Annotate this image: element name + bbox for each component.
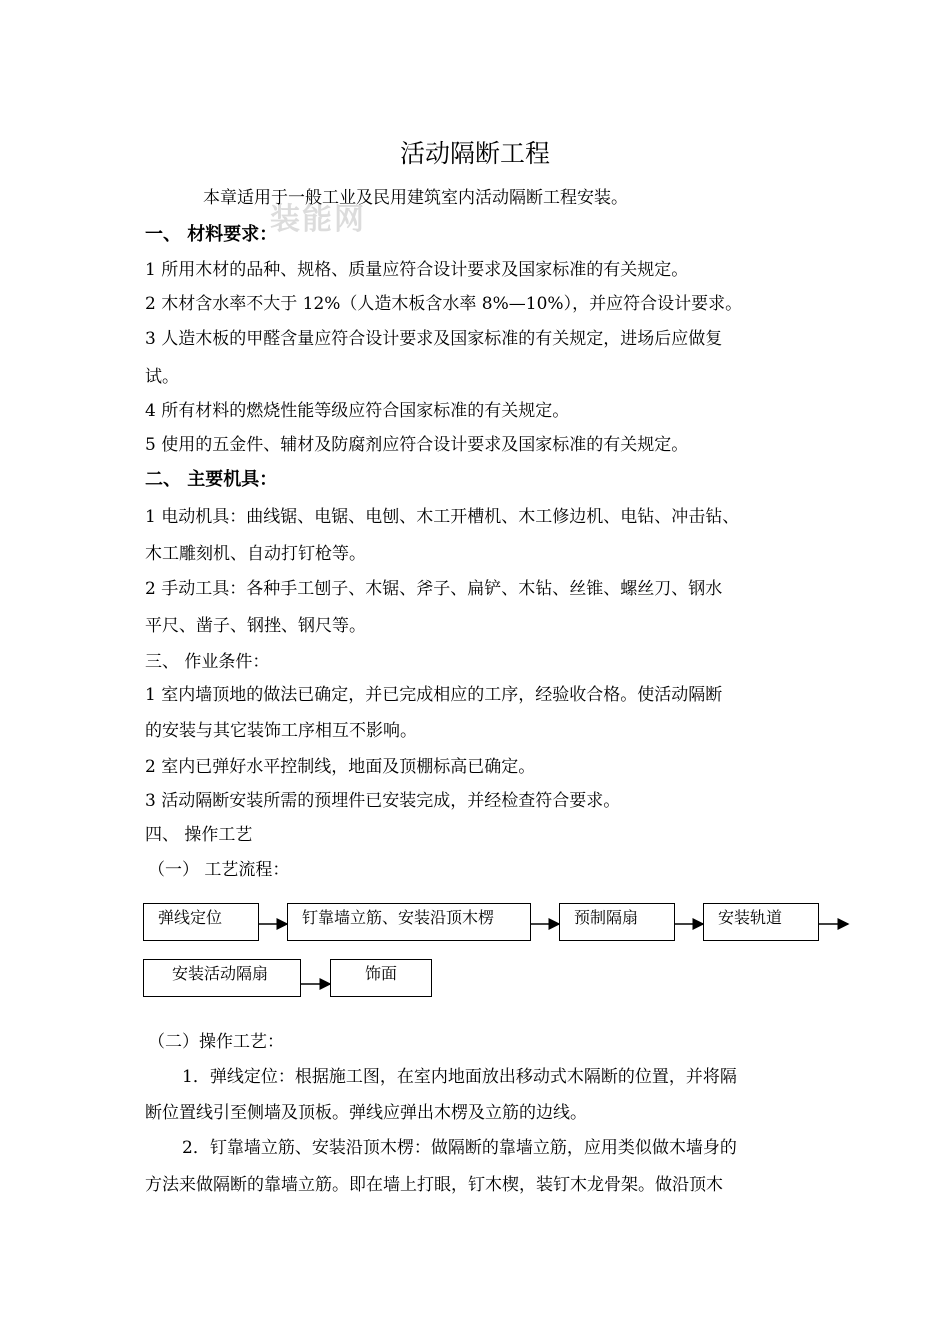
section-3-heading: 三、 作业条件： <box>145 652 270 672</box>
s1-item-2: 2 木材含水率不大于 12%（人造木板含水率 8%—10%），并应符合设计要求。 <box>145 294 743 314</box>
s1-item-3: 3 人造木板的甲醛含量应符合设计要求及国家标准的有关规定，进场后应做复 <box>145 329 723 349</box>
watermark: 装能网 <box>270 202 366 237</box>
para-line-3: 2．钉靠墙立筋、安装沿顶木楞：做隔断的靠墙立筋，应用类似做木墙身的 <box>182 1138 737 1158</box>
s3-item-1: 1 室内墙顶地的做法已确定，并已完成相应的工序，经验收合格。使活动隔断 <box>145 685 723 705</box>
sub-1-heading: （一） 工艺流程： <box>148 860 290 880</box>
s2-item-1: 1 电动机具：曲线锯、电锯、电刨、木工开槽机、木工修边机、电钻、冲击钻、 <box>145 507 740 527</box>
para-line-4: 方法来做隔断的靠墙立筋。即在墙上打眼，钉木楔，装钉木龙骨架。做沿顶木 <box>145 1175 723 1195</box>
s2-item-1-cont: 木工雕刻机、自动打钉枪等。 <box>145 544 366 564</box>
s2-item-2-cont: 平尺、凿子、钢挫、钢尺等。 <box>145 616 366 636</box>
section-2-heading: 二、 主要机具： <box>145 469 278 490</box>
intro-text: 本章适用于一般工业及民用建筑室内活动隔断工程安装。 <box>203 188 628 208</box>
s3-item-3: 3 活动隔断安装所需的预埋件已安装完成，并经检查符合要求。 <box>145 791 621 811</box>
section-1-heading: 一、 材料要求： <box>145 224 278 245</box>
s2-item-2: 2 手动工具：各种手工刨子、木锯、斧子、扁铲、木钻、丝锥、螺丝刀、钢水 <box>145 579 723 599</box>
flow-step-3: 预制隔扇 <box>559 903 675 941</box>
flow-step-2: 钉靠墙立筋、安装沿顶木楞 <box>287 903 531 941</box>
sub-2-heading: （二）操作工艺： <box>148 1032 284 1052</box>
s1-item-5: 5 使用的五金件、辅材及防腐剂应符合设计要求及国家标准的有关规定。 <box>145 435 689 455</box>
s1-item-3-cont: 试。 <box>145 367 179 387</box>
page-title: 活动隔断工程 <box>399 139 550 168</box>
section-4-heading: 四、 操作工艺 <box>145 825 253 845</box>
s3-item-1-cont: 的安装与其它装饰工序相互不影响。 <box>145 721 417 741</box>
s1-item-4: 4 所有材料的燃烧性能等级应符合国家标准的有关规定。 <box>145 401 570 421</box>
flow-step-5: 安装活动隔扇 <box>143 959 301 997</box>
para-line-1: 1．弹线定位：根据施工图，在室内地面放出移动式木隔断的位置，并将隔 <box>182 1067 737 1087</box>
para-line-2: 断位置线引至侧墙及顶板。弹线应弹出木楞及立筋的边线。 <box>145 1103 587 1123</box>
flow-step-6: 饰面 <box>330 959 432 997</box>
s1-item-1: 1 所用木材的品种、规格、质量应符合设计要求及国家标准的有关规定。 <box>145 260 689 280</box>
flow-step-1: 弹线定位 <box>143 903 259 941</box>
flow-step-4: 安装轨道 <box>703 903 819 941</box>
s3-item-2: 2 室内已弹好水平控制线，地面及顶棚标高已确定。 <box>145 757 536 777</box>
